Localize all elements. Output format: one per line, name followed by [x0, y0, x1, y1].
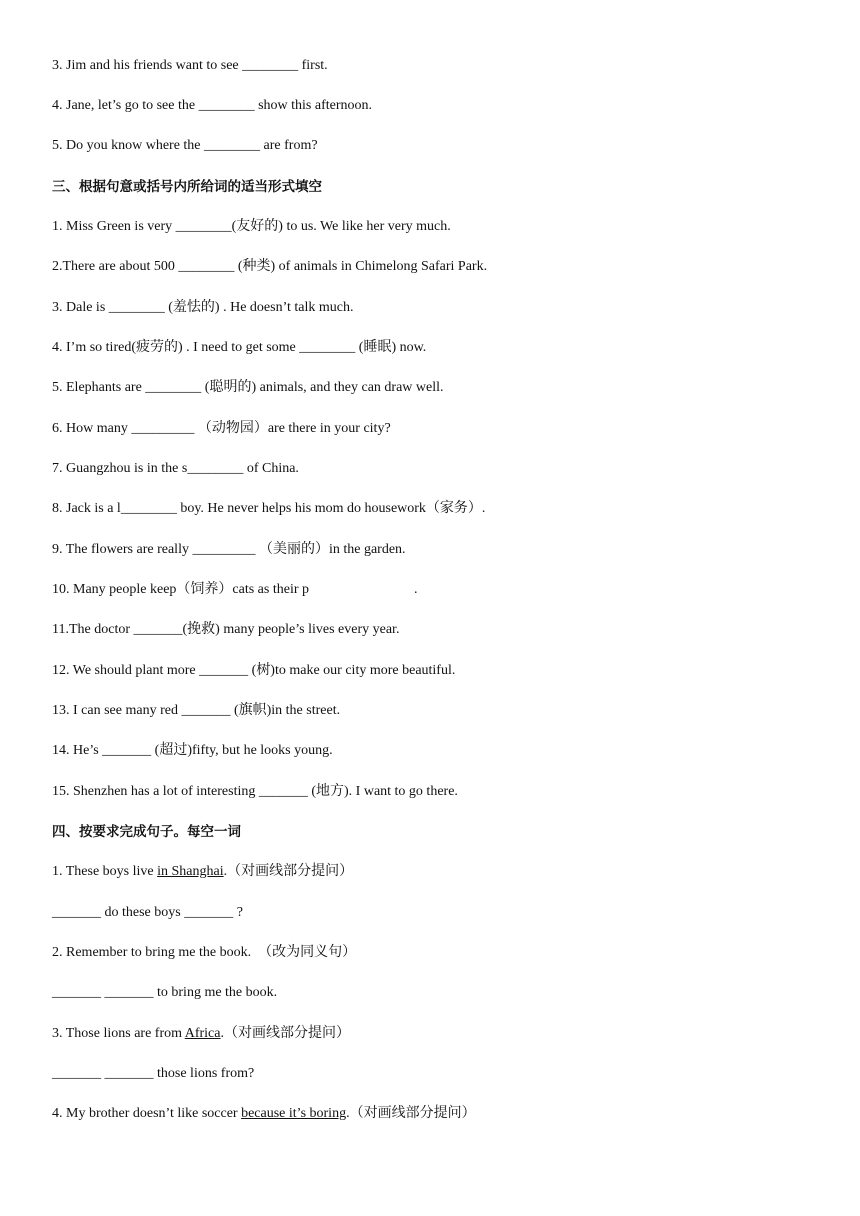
transform-sentence-item — [52, 862, 353, 882]
sentence-text: 4. My brother doesn’t like soccer — [52, 1106, 242, 1121]
answer-line: _______ do these boys _______ ? — [52, 905, 243, 920]
answer-line: _______ _______ to bring me the book. — [52, 985, 278, 1000]
fill-blank-item: 1. Miss Green is very ________(友好的) to us. We like her very much. — [52, 219, 451, 234]
fill-blank-item: 13. I can see many red _______ (旗帜)in the street. — [52, 703, 341, 718]
fill-blank-item: 10. Many people keep（饲养）cats as their p . — [52, 582, 418, 597]
section-heading: 四、按要求完成句子。每空一词 — [52, 824, 241, 840]
fill-blank-item: 7. Guangzhou is in the s________ of China. — [52, 461, 299, 476]
sentence-text: 2. Remember to bring me the book. （改为同义句） — [52, 945, 357, 960]
fill-blank-item: 15. Shenzhen has a lot of interesting _______ (地方). I want to go there. — [52, 784, 458, 799]
fill-blank-item: 5. Elephants are ________ (聪明的) animals, and they can draw well. — [52, 380, 444, 395]
transform-sentence-item — [52, 943, 356, 963]
answer-line: _______ _______ those lions from? — [52, 1066, 255, 1081]
underlined-phrase: Africa — [184, 1026, 221, 1041]
fill-blank-item: 5. Do you know where the ________ are from? — [52, 138, 318, 153]
section-heading: 三、根据句意或括号内所给词的适当形式填空 — [52, 179, 322, 195]
transform-sentence-item — [52, 1024, 350, 1044]
fill-blank-item: 14. He’s _______ (超过)fifty, but he looks young. — [52, 743, 333, 758]
transform-sentence-item — [52, 1104, 476, 1124]
fill-blank-item: 4. Jane, let’s go to see the ________ show this afternoon. — [52, 98, 373, 113]
underlined-phrase: because it’s boring — [241, 1106, 347, 1121]
fill-blank-item: 11.The doctor _______(挽救) many people’s lives every year. — [52, 622, 400, 637]
fill-blank-item: 6. How many _________ （动物园）are there in your city? — [52, 421, 391, 436]
sentence-instruction: .（对画线部分提问） — [220, 1026, 350, 1041]
fill-blank-item: 2.There are about 500 ________ (种类) of animals in Chimelong Safari Park. — [52, 259, 488, 274]
underlined-phrase: in Shanghai — [157, 864, 224, 879]
fill-blank-item: 3. Dale is ________ (羞怯的) . He doesn’t talk much. — [52, 300, 354, 315]
sentence-text: 1. These boys live — [52, 864, 158, 879]
fill-blank-item: 9. The flowers are really _________ （美丽的）in the garden. — [52, 542, 406, 557]
sentence-text: 3. Those lions are from — [52, 1026, 185, 1041]
fill-blank-item: 12. We should plant more _______ (树)to make our city more beautiful. — [52, 663, 456, 678]
fill-blank-item: 8. Jack is a l________ boy. He never helps his mom do housework（家务）. — [52, 501, 486, 516]
fill-blank-item: 4. I’m so tired(疲劳的) . I need to get some ________ (睡眠) now. — [52, 340, 427, 355]
sentence-instruction: .（对画线部分提问） — [346, 1106, 476, 1121]
fill-blank-item: 3. Jim and his friends want to see ________ first. — [52, 58, 328, 73]
sentence-instruction: .（对画线部分提问） — [223, 864, 354, 879]
